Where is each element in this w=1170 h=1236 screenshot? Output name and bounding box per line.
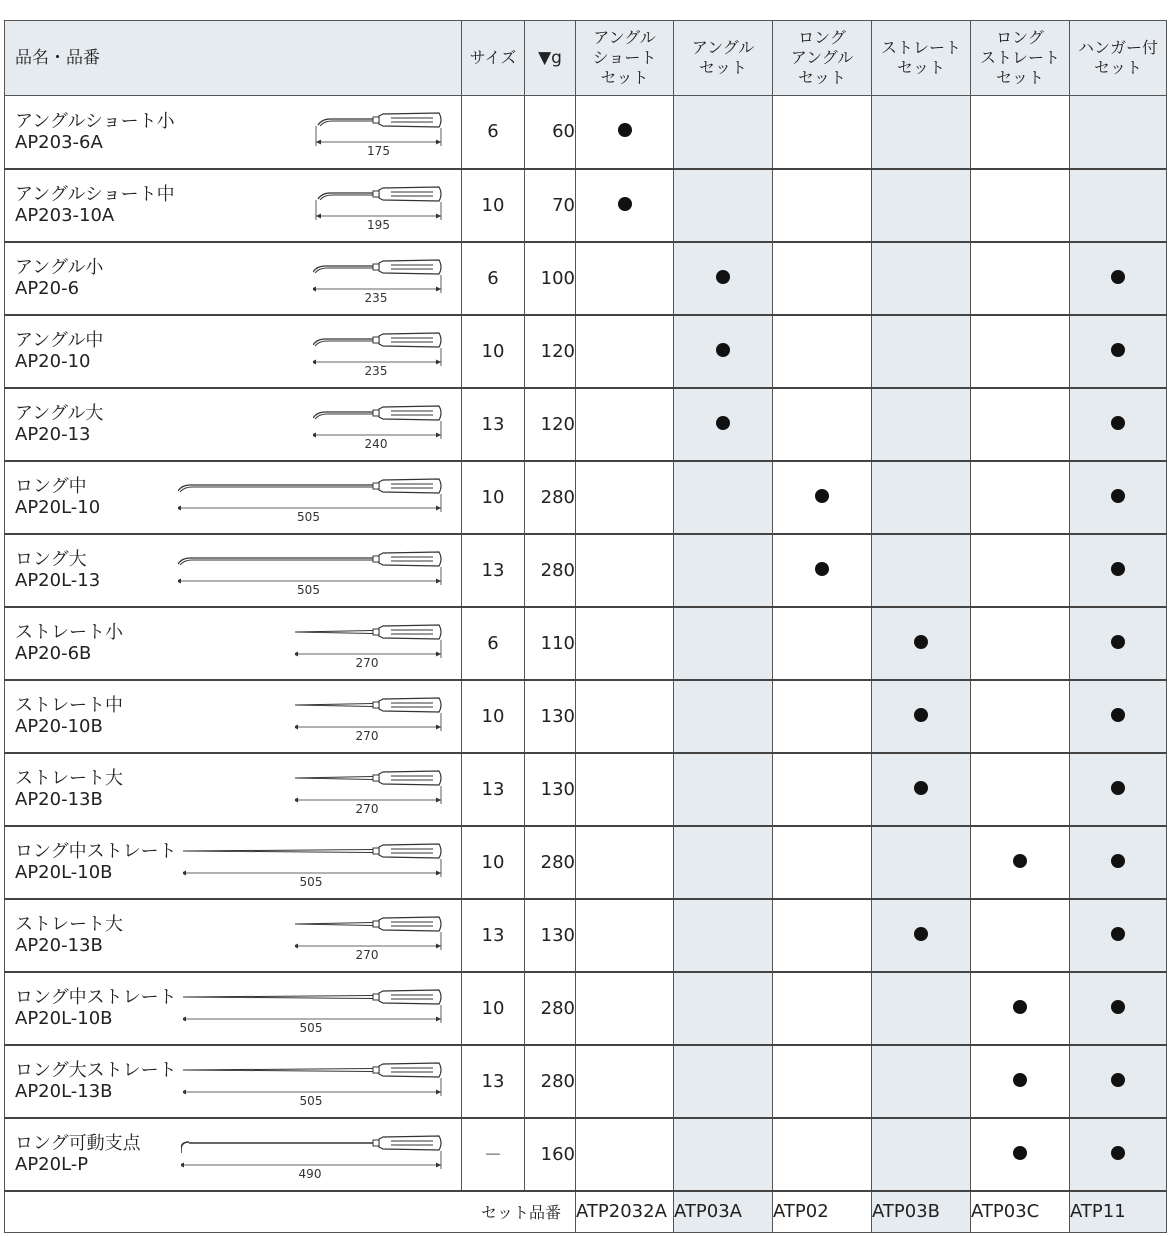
set-membership-cell (1070, 315, 1167, 388)
size-cell: 6 (462, 242, 525, 315)
product-cell (5, 534, 462, 607)
set-membership-cell (576, 972, 674, 1045)
tool-length: 235 (364, 363, 388, 376)
set-membership-cell (773, 242, 872, 315)
set-membership-cell (1070, 461, 1167, 534)
product-cell (5, 1045, 462, 1118)
included-dot-icon (1111, 489, 1125, 503)
set-membership-cell (1070, 96, 1167, 169)
product-name: アングル小 (15, 257, 104, 278)
table-row (5, 826, 1167, 899)
set-membership-cell (674, 1118, 773, 1191)
tool-length: 235 (364, 290, 388, 303)
set-membership-cell (1070, 753, 1167, 826)
product-name: ロング大 (15, 549, 87, 570)
set-membership-cell (1070, 826, 1167, 899)
short-angle-pick-icon (313, 108, 443, 156)
set-membership-cell (674, 972, 773, 1045)
product-cell (5, 607, 462, 680)
set-membership-cell (1070, 972, 1167, 1045)
size-cell: 13 (462, 899, 525, 972)
product-label (15, 987, 177, 1029)
product-label (15, 257, 103, 299)
table-row (5, 534, 1167, 607)
set-membership-cell (872, 607, 971, 680)
set-membership-cell (674, 242, 773, 315)
set-membership-cell (576, 96, 674, 169)
set-membership-cell (674, 1045, 773, 1118)
product-code: AP20L-10 (15, 497, 101, 518)
set-membership-cell (872, 315, 971, 388)
pivot-pick-icon (181, 1131, 443, 1179)
tool-length: 270 (355, 801, 379, 814)
set-membership-cell (971, 242, 1070, 315)
product-name: ストレート中 (15, 695, 123, 716)
set-membership-cell (576, 607, 674, 680)
set-membership-cell (1070, 607, 1167, 680)
weight-cell: 120 (525, 315, 576, 388)
angle-pick-icon (313, 401, 443, 449)
set-membership-cell (971, 169, 1070, 242)
tool-length: 490 (298, 1166, 322, 1179)
long-straight-pick-icon (183, 1058, 443, 1106)
product-code: AP20-13 (15, 424, 91, 445)
size-cell: 6 (462, 607, 525, 680)
set-membership-cell (674, 169, 773, 242)
table-row (5, 96, 1167, 169)
product-code: AP20-6B (15, 643, 92, 664)
set-membership-cell (872, 826, 971, 899)
weight-cell: 60 (525, 96, 576, 169)
set-membership-cell (576, 899, 674, 972)
set-membership-cell (576, 388, 674, 461)
product-label (15, 330, 103, 372)
set-membership-cell (773, 1118, 872, 1191)
product-code: AP203-10A (15, 205, 115, 226)
straight-pick-icon (295, 766, 443, 814)
set-membership-cell (773, 461, 872, 534)
set-membership-cell (1070, 1118, 1167, 1191)
product-label (15, 1133, 141, 1175)
product-name: ロング大ストレート (15, 1060, 177, 1081)
header-set-angle: アングル セット (674, 21, 773, 96)
set-membership-cell (872, 242, 971, 315)
table-row (5, 1118, 1167, 1191)
set-membership-cell (576, 753, 674, 826)
set-membership-cell (576, 826, 674, 899)
angle-pick-icon (313, 328, 443, 376)
set-membership-cell (674, 534, 773, 607)
product-code: AP20L-10B (15, 1008, 113, 1029)
angle-pick-icon (313, 255, 443, 303)
set-membership-cell (872, 899, 971, 972)
product-label (15, 841, 177, 883)
set-membership-cell (872, 1118, 971, 1191)
product-name: ストレート小 (15, 622, 123, 643)
weight-cell: 130 (525, 753, 576, 826)
set-membership-cell (872, 534, 971, 607)
set-membership-cell (773, 607, 872, 680)
header-set-long-angle: ロング アングル セット (773, 21, 872, 96)
set-membership-cell (1070, 388, 1167, 461)
set-membership-cell (1070, 1045, 1167, 1118)
header-set-hanger: ハンガー付 セット (1070, 21, 1167, 96)
set-membership-cell (1070, 169, 1167, 242)
tool-length: 175 (367, 144, 390, 156)
size-cell: 10 (462, 315, 525, 388)
included-dot-icon (618, 123, 632, 137)
product-name: ロング中ストレート (15, 841, 177, 862)
set-code: ATP03C (971, 1191, 1070, 1233)
weight-cell: 280 (525, 972, 576, 1045)
table-row (5, 388, 1167, 461)
table-row (5, 680, 1167, 753)
product-code: AP20-13B (15, 935, 103, 956)
product-label (15, 184, 175, 226)
product-cell (5, 315, 462, 388)
weight-cell: 280 (525, 461, 576, 534)
set-membership-cell (773, 388, 872, 461)
set-membership-cell (971, 680, 1070, 753)
product-code: AP20-6 (15, 278, 80, 299)
set-membership-cell (872, 169, 971, 242)
set-code: ATP03A (674, 1191, 773, 1233)
set-membership-cell (872, 388, 971, 461)
size-cell: 6 (462, 96, 525, 169)
set-membership-cell (971, 534, 1070, 607)
size-cell: 10 (462, 826, 525, 899)
included-dot-icon (1111, 562, 1125, 576)
included-dot-icon (815, 489, 829, 503)
set-membership-cell (576, 242, 674, 315)
product-label (15, 914, 123, 956)
set-membership-cell (872, 972, 971, 1045)
straight-pick-icon (295, 620, 443, 668)
product-code: AP20L-10B (15, 862, 113, 883)
product-cell (5, 972, 462, 1045)
tool-length: 195 (367, 217, 390, 230)
weight-cell: 130 (525, 680, 576, 753)
product-cell (5, 753, 462, 826)
product-label (15, 549, 100, 591)
set-membership-cell (674, 607, 773, 680)
included-dot-icon (716, 343, 730, 357)
set-membership-cell (773, 534, 872, 607)
included-dot-icon (1111, 708, 1125, 722)
set-membership-cell (773, 315, 872, 388)
short-angle-pick-icon (313, 182, 443, 230)
set-code: ATP11 (1070, 1191, 1167, 1233)
weight-cell: 280 (525, 1045, 576, 1118)
product-cell (5, 388, 462, 461)
set-membership-cell (872, 680, 971, 753)
weight-cell: 70 (525, 169, 576, 242)
header-size: サイズ (462, 21, 525, 96)
included-dot-icon (1111, 1146, 1125, 1160)
product-code: AP20L-P (15, 1154, 89, 1175)
included-dot-icon (1111, 1000, 1125, 1014)
included-dot-icon (914, 708, 928, 722)
tool-length: 270 (355, 655, 379, 668)
set-membership-cell (576, 1045, 674, 1118)
set-membership-cell (773, 826, 872, 899)
set-membership-cell (872, 461, 971, 534)
set-membership-cell (773, 96, 872, 169)
set-membership-cell (971, 1045, 1070, 1118)
set-membership-cell (674, 315, 773, 388)
included-dot-icon (1111, 270, 1125, 284)
set-membership-cell (1070, 534, 1167, 607)
set-membership-cell (971, 388, 1070, 461)
size-cell: 13 (462, 1045, 525, 1118)
table-row (5, 169, 1167, 242)
set-membership-cell (674, 680, 773, 753)
table-row (5, 315, 1167, 388)
included-dot-icon (1013, 1146, 1027, 1160)
included-dot-icon (1111, 927, 1125, 941)
included-dot-icon (1111, 416, 1125, 430)
long-angle-pick-icon (178, 474, 443, 522)
product-cell (5, 899, 462, 972)
product-code: AP203-6A (15, 131, 103, 153)
size-cell: 10 (462, 169, 525, 242)
set-membership-cell (674, 826, 773, 899)
weight-cell: 110 (525, 607, 576, 680)
size-cell: 10 (462, 461, 525, 534)
set-membership-cell (773, 1045, 872, 1118)
product-name: ロング可動支点 (15, 1133, 141, 1154)
set-membership-cell (674, 96, 773, 169)
included-dot-icon (914, 781, 928, 795)
set-code: ATP03B (872, 1191, 971, 1233)
set-membership-cell (674, 461, 773, 534)
product-name: アングル中 (15, 330, 104, 351)
set-membership-cell (674, 753, 773, 826)
included-dot-icon (1111, 1073, 1125, 1087)
set-membership-cell (576, 461, 674, 534)
included-dot-icon (815, 562, 829, 576)
product-cell (5, 169, 462, 242)
set-membership-cell (872, 1045, 971, 1118)
set-membership-cell (971, 607, 1070, 680)
set-code-label: セット品番 (5, 1191, 576, 1233)
set-membership-cell (971, 753, 1070, 826)
tool-length: 240 (364, 436, 388, 449)
product-cell (5, 96, 462, 169)
included-dot-icon (914, 927, 928, 941)
size-cell: 13 (462, 753, 525, 826)
product-code: AP20-13B (15, 789, 103, 810)
product-code: AP20-10 (15, 351, 91, 372)
tool-length: 270 (355, 728, 379, 741)
size-cell: 13 (462, 388, 525, 461)
header-weight: ▼g (525, 21, 576, 96)
set-membership-cell (1070, 680, 1167, 753)
weight-cell: 120 (525, 388, 576, 461)
weight-cell: 280 (525, 826, 576, 899)
tool-length: 505 (299, 1093, 323, 1106)
product-label (15, 695, 123, 737)
long-angle-pick-icon (178, 547, 443, 595)
set-membership-cell (1070, 242, 1167, 315)
set-membership-cell (674, 899, 773, 972)
straight-pick-icon (295, 912, 443, 960)
weight-cell: 280 (525, 534, 576, 607)
product-cell (5, 826, 462, 899)
product-cell (5, 461, 462, 534)
set-code: ATP2032A (576, 1191, 674, 1233)
product-name: アングルショート小 (15, 110, 175, 132)
size-cell: 10 (462, 680, 525, 753)
long-straight-pick-icon (183, 839, 443, 887)
spec-table (4, 20, 1167, 1233)
product-cell (5, 242, 462, 315)
set-membership-cell (773, 169, 872, 242)
product-name: ストレート大 (15, 914, 123, 935)
table-row (5, 242, 1167, 315)
tool-length: 505 (297, 509, 320, 522)
set-membership-cell (576, 534, 674, 607)
product-name: アングルショート中 (15, 184, 175, 205)
included-dot-icon (1013, 1073, 1027, 1087)
size-cell: 13 (462, 534, 525, 607)
header-row (5, 21, 1167, 96)
set-membership-cell (872, 753, 971, 826)
included-dot-icon (1013, 854, 1027, 868)
set-membership-cell (971, 972, 1070, 1045)
product-name: ロング中 (15, 476, 87, 497)
set-membership-cell (971, 461, 1070, 534)
long-straight-pick-icon (183, 985, 443, 1033)
set-code: ATP02 (773, 1191, 872, 1233)
product-cell (5, 1118, 462, 1191)
included-dot-icon (1111, 854, 1125, 868)
product-label (15, 476, 100, 518)
set-membership-cell (576, 1118, 674, 1191)
product-name: アングル大 (15, 403, 104, 424)
header-name: 品名・品番 (5, 21, 462, 96)
set-membership-cell (576, 315, 674, 388)
set-membership-cell (971, 315, 1070, 388)
product-label (15, 622, 123, 664)
set-membership-cell (971, 96, 1070, 169)
set-membership-cell (872, 96, 971, 169)
included-dot-icon (1111, 781, 1125, 795)
product-label (15, 403, 103, 445)
product-code: AP20L-13B (15, 1081, 113, 1102)
included-dot-icon (914, 635, 928, 649)
included-dot-icon (618, 197, 632, 211)
product-cell (5, 680, 462, 753)
table-row (5, 607, 1167, 680)
included-dot-icon (1013, 1000, 1027, 1014)
set-membership-cell (773, 680, 872, 753)
product-code: AP20L-13 (15, 570, 101, 591)
set-membership-cell (674, 388, 773, 461)
product-label (15, 111, 175, 153)
header-set-straight: ストレート セット (872, 21, 971, 96)
tool-length: 505 (297, 582, 320, 595)
straight-pick-icon (295, 693, 443, 741)
set-membership-cell (773, 972, 872, 1045)
header-set-angle-short: アングル ショート セット (576, 21, 674, 96)
tool-length: 505 (299, 874, 323, 887)
set-membership-cell (576, 680, 674, 753)
tool-length: 270 (355, 947, 379, 960)
table-row (5, 461, 1167, 534)
product-name: ロング中ストレート (15, 987, 177, 1008)
product-label (15, 1060, 177, 1102)
tool-length: 505 (299, 1020, 323, 1033)
product-label (15, 768, 123, 810)
set-membership-cell (971, 899, 1070, 972)
set-membership-cell (773, 899, 872, 972)
included-dot-icon (716, 270, 730, 284)
weight-cell: 160 (525, 1118, 576, 1191)
included-dot-icon (716, 416, 730, 430)
included-dot-icon (1111, 635, 1125, 649)
table-row (5, 1045, 1167, 1118)
set-membership-cell (773, 753, 872, 826)
set-membership-cell (1070, 899, 1167, 972)
set-membership-cell (971, 1118, 1070, 1191)
header-set-long-straight: ロング ストレート セット (971, 21, 1070, 96)
table-row (5, 899, 1167, 972)
table-row (5, 753, 1167, 826)
included-dot-icon (1111, 343, 1125, 357)
product-name: ストレート大 (15, 768, 123, 789)
set-code-row (5, 1191, 1167, 1233)
weight-cell: 100 (525, 242, 576, 315)
size-cell: － (462, 1118, 525, 1191)
set-membership-cell (576, 169, 674, 242)
weight-cell: 130 (525, 899, 576, 972)
size-cell: 10 (462, 972, 525, 1045)
set-membership-cell (971, 826, 1070, 899)
table-row (5, 972, 1167, 1045)
product-code: AP20-10B (15, 716, 103, 737)
